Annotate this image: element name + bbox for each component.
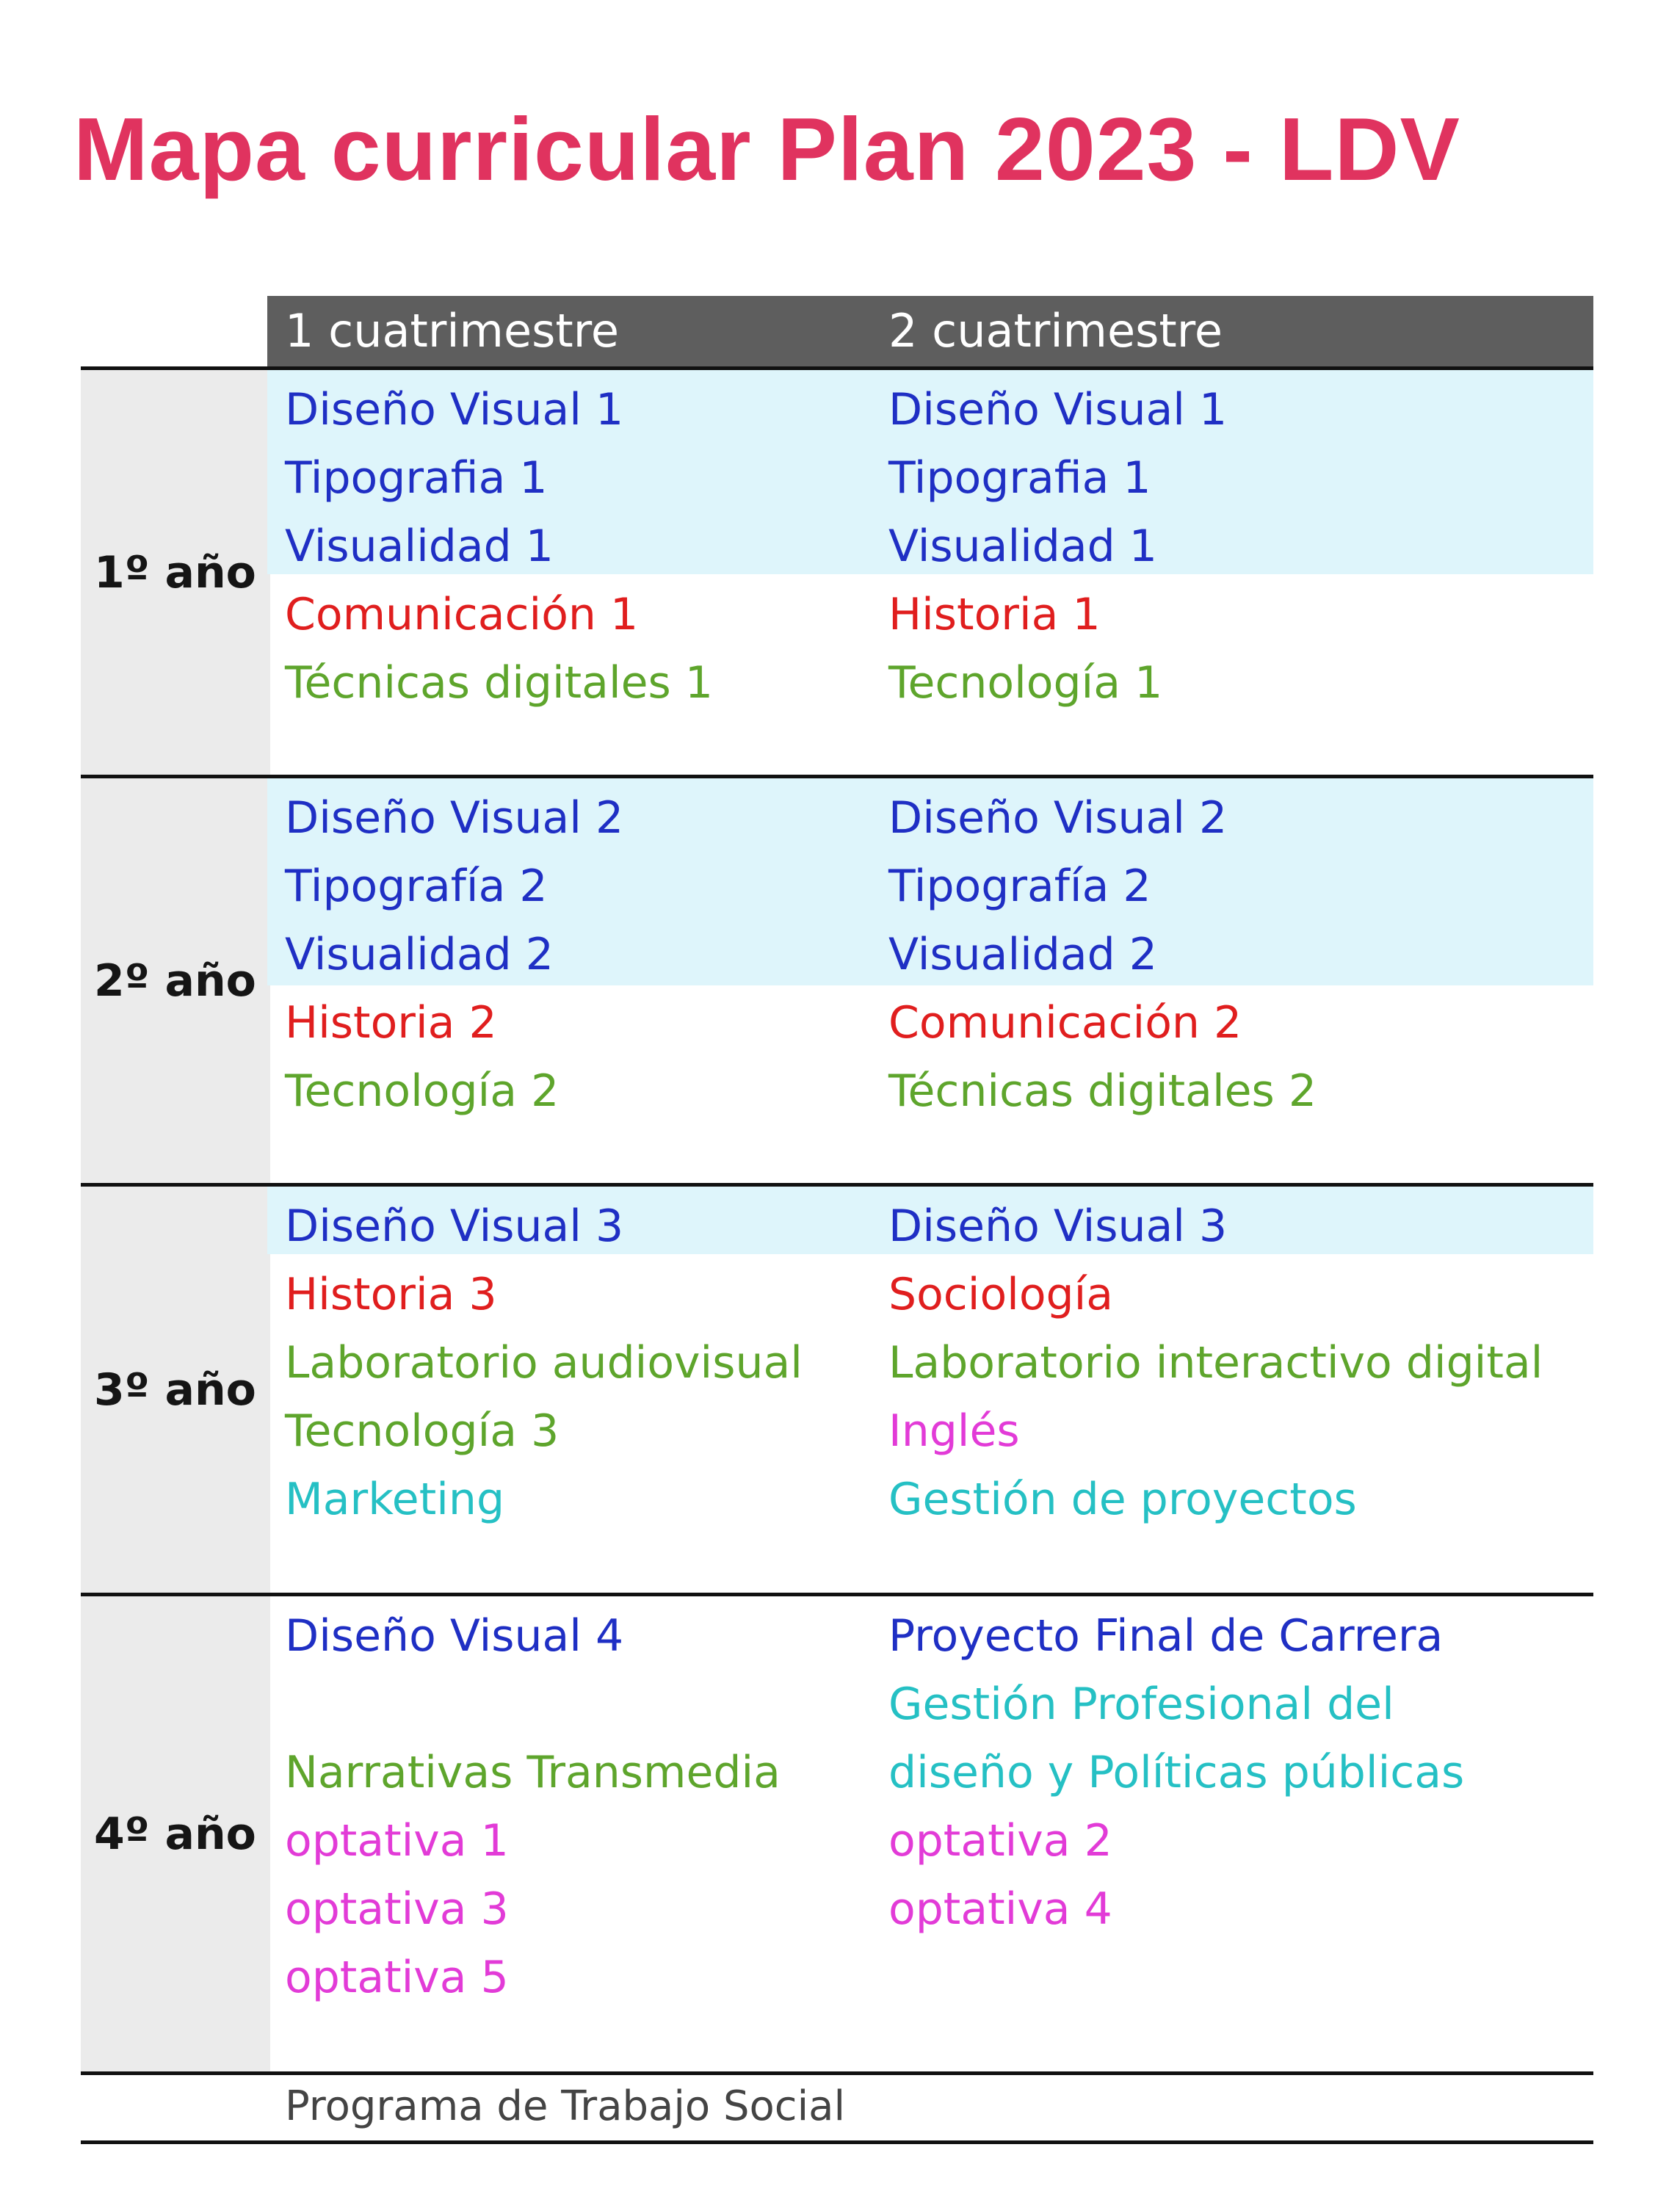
subject: Narrativas Transmedia <box>285 1747 781 1798</box>
subject: Técnicas digitales 1 <box>285 657 714 709</box>
header-first-term: 1 cuatrimestre <box>285 304 619 358</box>
footer-note: Programa de Trabajo Social <box>285 2082 846 2130</box>
subject: Laboratorio interactivo digital <box>888 1337 1543 1389</box>
year-label-cell <box>81 1596 270 2071</box>
table-header <box>267 296 1593 366</box>
subject: diseño y Políticas públicas <box>888 1747 1465 1798</box>
bottom-divider <box>81 2140 1593 2144</box>
subject: Gestión de proyectos <box>888 1474 1357 1525</box>
year-label: 1º año <box>94 546 256 598</box>
page-title: Mapa curricular Plan 2023 - LDV <box>73 99 1460 199</box>
subject: Tipografía 2 <box>285 861 548 912</box>
subject: Tipografia 1 <box>285 452 548 504</box>
year-row-1 <box>81 366 1593 775</box>
subject: Visualidad 2 <box>888 929 1157 980</box>
second-term-subjects <box>888 376 1227 717</box>
subject: Gestión Profesional del <box>888 1679 1394 1730</box>
subject: Técnicas digitales 2 <box>888 1065 1317 1117</box>
subject: Diseño Visual 3 <box>285 1201 624 1252</box>
year-row-3 <box>81 1183 1593 1593</box>
subject: Inglés <box>888 1405 1020 1457</box>
subject: Diseño Visual 2 <box>888 792 1228 844</box>
subject: Diseño Visual 4 <box>285 1610 624 1662</box>
subject: Diseño Visual 1 <box>285 384 624 435</box>
subject: Tipografia 1 <box>888 452 1151 504</box>
second-term-subjects <box>888 1602 1464 1944</box>
subject: Sociología <box>888 1269 1114 1320</box>
subject: optativa 4 <box>888 1883 1112 1935</box>
footer-divider <box>81 2071 1593 2075</box>
subject: Tecnología 3 <box>285 1405 560 1457</box>
subject: Visualidad 1 <box>285 521 554 572</box>
subject: Historia 1 <box>888 589 1101 640</box>
subject: Visualidad 2 <box>285 929 554 980</box>
year-row-2 <box>81 775 1593 1183</box>
subject: Tecnología 2 <box>285 1065 560 1117</box>
first-term-subjects <box>285 784 623 1126</box>
subject: optativa 3 <box>285 1883 509 1935</box>
subject: Diseño Visual 1 <box>888 384 1228 435</box>
year-label: 3º año <box>94 1364 256 1416</box>
subject: Diseño Visual 3 <box>888 1201 1228 1252</box>
subject: optativa 5 <box>285 1952 509 2003</box>
first-term-subjects <box>285 1602 781 2012</box>
subject: Proyecto Final de Carrera <box>888 1610 1444 1662</box>
year-label: 4º año <box>94 1808 256 1860</box>
year-label-cell <box>81 778 270 1183</box>
subject: Comunicación 1 <box>285 589 639 640</box>
empty-slot <box>285 1671 781 1739</box>
subject: Tipografía 2 <box>888 861 1151 912</box>
header-second-term: 2 cuatrimestre <box>888 304 1223 358</box>
subject: optativa 1 <box>285 1815 509 1867</box>
second-term-subjects <box>888 1192 1543 1534</box>
year-row-4 <box>81 1593 1593 2071</box>
year-label-cell <box>81 370 270 775</box>
year-label-cell <box>81 1187 270 1593</box>
subject: Historia 3 <box>285 1269 497 1320</box>
subject: Diseño Visual 2 <box>285 792 624 844</box>
first-term-subjects <box>285 376 713 717</box>
second-term-subjects <box>888 784 1317 1126</box>
subject: Marketing <box>285 1474 505 1525</box>
subject: Laboratorio audiovisual <box>285 1337 803 1389</box>
subject: optativa 2 <box>888 1815 1112 1867</box>
subject: Comunicación 2 <box>888 997 1242 1049</box>
subject: Tecnología 1 <box>888 657 1163 709</box>
first-term-subjects <box>285 1192 803 1534</box>
year-label: 2º año <box>94 955 256 1007</box>
subject: Historia 2 <box>285 997 497 1049</box>
subject: Visualidad 1 <box>888 521 1157 572</box>
